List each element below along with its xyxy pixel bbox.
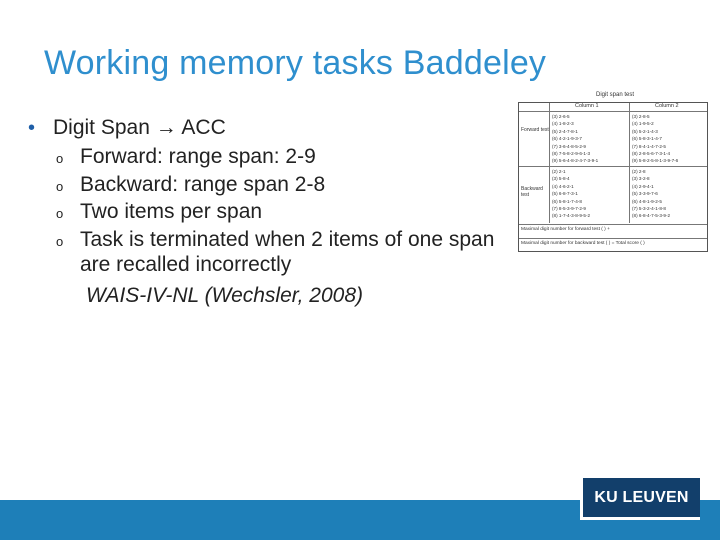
total-score-line: Maximal digit number for backward test ( ) = Total score ( ) [521, 241, 645, 246]
bullet-text: Digit Span → ACC [53, 116, 226, 139]
slide-content [28, 116, 508, 308]
span-item: (5) 6-8-7-3-1 [552, 191, 578, 197]
digit-span-table [518, 102, 708, 252]
span-item: (8) 1-7-4-3-8-9-5-2 [552, 213, 591, 219]
span-item: (7) 8-4-1-4-7-2-5 [632, 143, 666, 149]
circle-bullet-icon: o [56, 206, 64, 221]
sub-bullet-list [28, 144, 508, 278]
span-item: (4) 2-9-4-1 [632, 183, 654, 189]
backward-test-label: Backward test [521, 186, 543, 198]
bullet-dot-icon: • [28, 117, 36, 139]
table-divider [519, 238, 707, 239]
span-item: (4) 1-9-5-2 [632, 121, 654, 127]
sub-bullet-text: Forward: range span: 2-9 [80, 145, 316, 168]
sub-bullet-text: Two items per span [80, 200, 263, 223]
sub-bullet-item [28, 144, 508, 172]
span-item: (4) 1-8-2-3 [552, 121, 574, 127]
span-item: (8) 2-8-5-6-7-3-1-4 [632, 150, 671, 156]
ku-leuven-logo [580, 478, 700, 520]
span-item: (6) 5-8-1-7-4-8 [552, 198, 582, 204]
sub-bullet-text: Task is terminated when 2 items of one span are recalled incorrectly [80, 227, 495, 276]
table-divider [519, 111, 707, 112]
figure-title: Digit span test [596, 92, 635, 98]
table-divider [629, 103, 630, 223]
forward-column2 [632, 113, 678, 165]
forward-score-line: Maximal digit number for forward test ( ) + [521, 227, 610, 232]
span-item: (8) 7-5-8-2-9-6-1-3 [552, 150, 591, 156]
table-divider [549, 103, 550, 223]
span-item: (5) 2-4-7-8-1 [552, 128, 578, 134]
span-item: (8) 6-8-4-7-5-3-9-2 [632, 213, 671, 219]
span-item: (6) 4-8-1-9-2-5 [632, 198, 662, 204]
span-item: (2) 2-1 [552, 169, 566, 174]
span-item: (9) 5-8-2-5-8-1-3-9-7-6 [632, 158, 679, 164]
span-item: (6) 4-2-1-9-3-7 [552, 136, 582, 142]
backward-column1 [552, 168, 590, 220]
table-divider [519, 224, 707, 225]
span-item: (3) 5-8-4 [552, 176, 570, 182]
circle-bullet-icon: o [56, 233, 64, 249]
sub-bullet-item [28, 172, 508, 200]
span-item: (3) 3-2-8 [632, 176, 650, 182]
circle-bullet-icon: o [56, 151, 64, 166]
span-item: (9) 5-6-4-8-2-4-7-3-9-1 [552, 158, 599, 164]
forward-column1 [552, 113, 598, 165]
span-item: (4) 4-6-2-1 [552, 183, 574, 189]
span-item: (6) 5-8-3-1-4-7 [632, 136, 662, 142]
sub-bullet-item [28, 227, 508, 278]
span-item: (2) 2-8 [632, 169, 646, 174]
sub-bullet-item [28, 199, 508, 227]
span-item: (5) 5-2-1-4-3 [632, 128, 658, 134]
slide-title: Working memory tasks Baddeley [44, 44, 547, 82]
forward-test-label: Forward test [521, 127, 549, 133]
table-divider [519, 166, 707, 167]
bullet-item [28, 116, 508, 140]
digit-span-figure [514, 92, 714, 262]
citation: WAIS-IV-NL (Wechsler, 2008) [86, 283, 363, 307]
span-item: (7) 5-3-2-4-1-8-8 [632, 205, 666, 211]
span-item: (5) 3-3-9-7-6 [632, 191, 658, 197]
span-item: (3) 2-8-5 [632, 114, 650, 119]
column2-header: Column 2 [655, 103, 679, 109]
logo-text: KU LEUVEN [594, 488, 689, 506]
sub-bullet-text: Backward: range span 2-8 [80, 172, 326, 196]
span-item: (3) 2-6-5 [552, 114, 570, 119]
span-item: (7) 3-6-4-8-5-2-9 [552, 143, 586, 149]
span-item: (7) 8-5-3-9-7-2-9 [552, 205, 586, 211]
circle-bullet-icon: o [56, 178, 64, 194]
backward-column2 [632, 168, 670, 220]
column1-header: Column 1 [575, 103, 599, 109]
